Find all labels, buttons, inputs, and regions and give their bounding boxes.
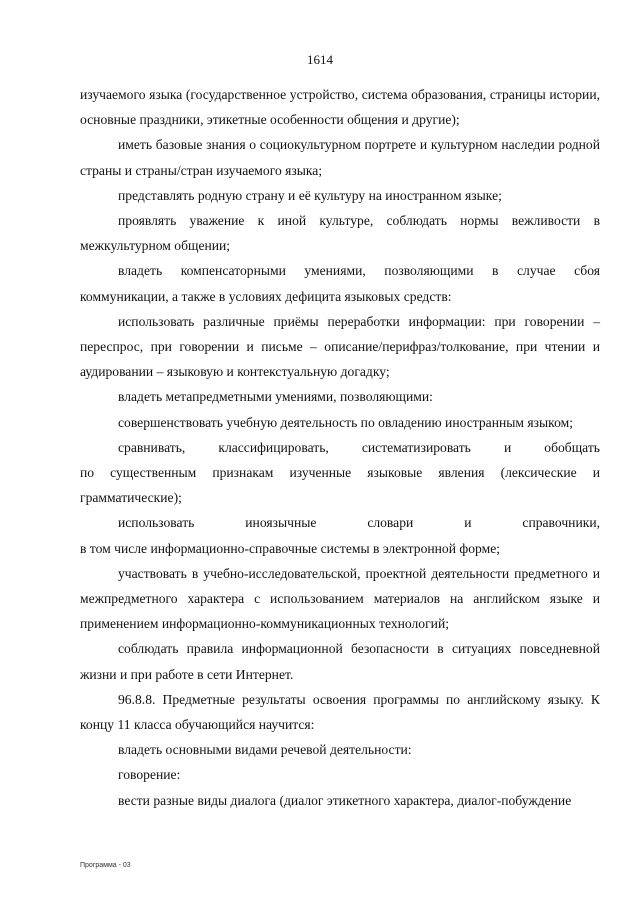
- paragraph: проявлять уважение к иной культуре, соблюдать нормы вежливости в межкультурном общении;: [80, 213, 600, 254]
- section-heading: 96.8.8. Предметные результаты освоения программы по английскому языку. К концу 11 класса обучающийся научится:: [80, 691, 600, 733]
- paragraph: в том числе информационно-справочные системы в электронной форме;: [80, 540, 500, 556]
- paragraph: иметь базовые знания о социокультурном портрете и культурном наследии родной страны и страны/стран изучаемого языка;: [80, 137, 600, 178]
- paragraph: использовать различные приёмы переработки информации: при говорении – переспрос, при говорении и письме – описание/перифраз/толкование, при чтении и аудировании – языковую и контекстуальную догадку;: [80, 313, 600, 380]
- paragraph: сравнивать, классифицировать, систематизировать и обобщать: [118, 439, 600, 455]
- document-body: [80, 82, 600, 813]
- page-number: 1614: [307, 52, 333, 67]
- paragraph: владеть компенсаторными умениями, позволяющими в случае сбоя коммуникации, а также в условиях дефицита языковых средств:: [80, 263, 600, 304]
- paragraph: представлять родную страну и её культуру на иностранном языке;: [118, 187, 502, 203]
- paragraph: владеть основными видами речевой деятельности:: [118, 742, 412, 758]
- footer-label: Программа - 03: [80, 862, 131, 869]
- paragraph: совершенствовать учебную деятельность по овладению иностранным языком;: [118, 414, 573, 430]
- paragraph: вести разные виды диалога (диалог этикетного характера, диалог-побуждение: [118, 792, 572, 808]
- paragraph: участвовать в учебно-исследовательской, проектной деятельности предметного и межпредметного характера с использованием материалов на английском языке и применением информационно-коммуникационных технологий;: [80, 565, 600, 632]
- paragraph: говорение:: [118, 767, 181, 783]
- paragraph: изучаемого языка (государственное устройство, система образования, страницы истории, основные праздники, этикетные особенности общения и другие);: [80, 87, 600, 128]
- paragraph: по существенным признакам изученные языковые явления (лексические и грамматические);: [80, 465, 600, 506]
- paragraph: соблюдать правила информационной безопасности в ситуациях повседневной жизни и при работе в сети Интернет.: [80, 641, 600, 682]
- paragraph: использовать иноязычные словари и справочники,: [118, 515, 600, 531]
- paragraph: владеть метапредметными умениями, позволяющими:: [118, 389, 433, 405]
